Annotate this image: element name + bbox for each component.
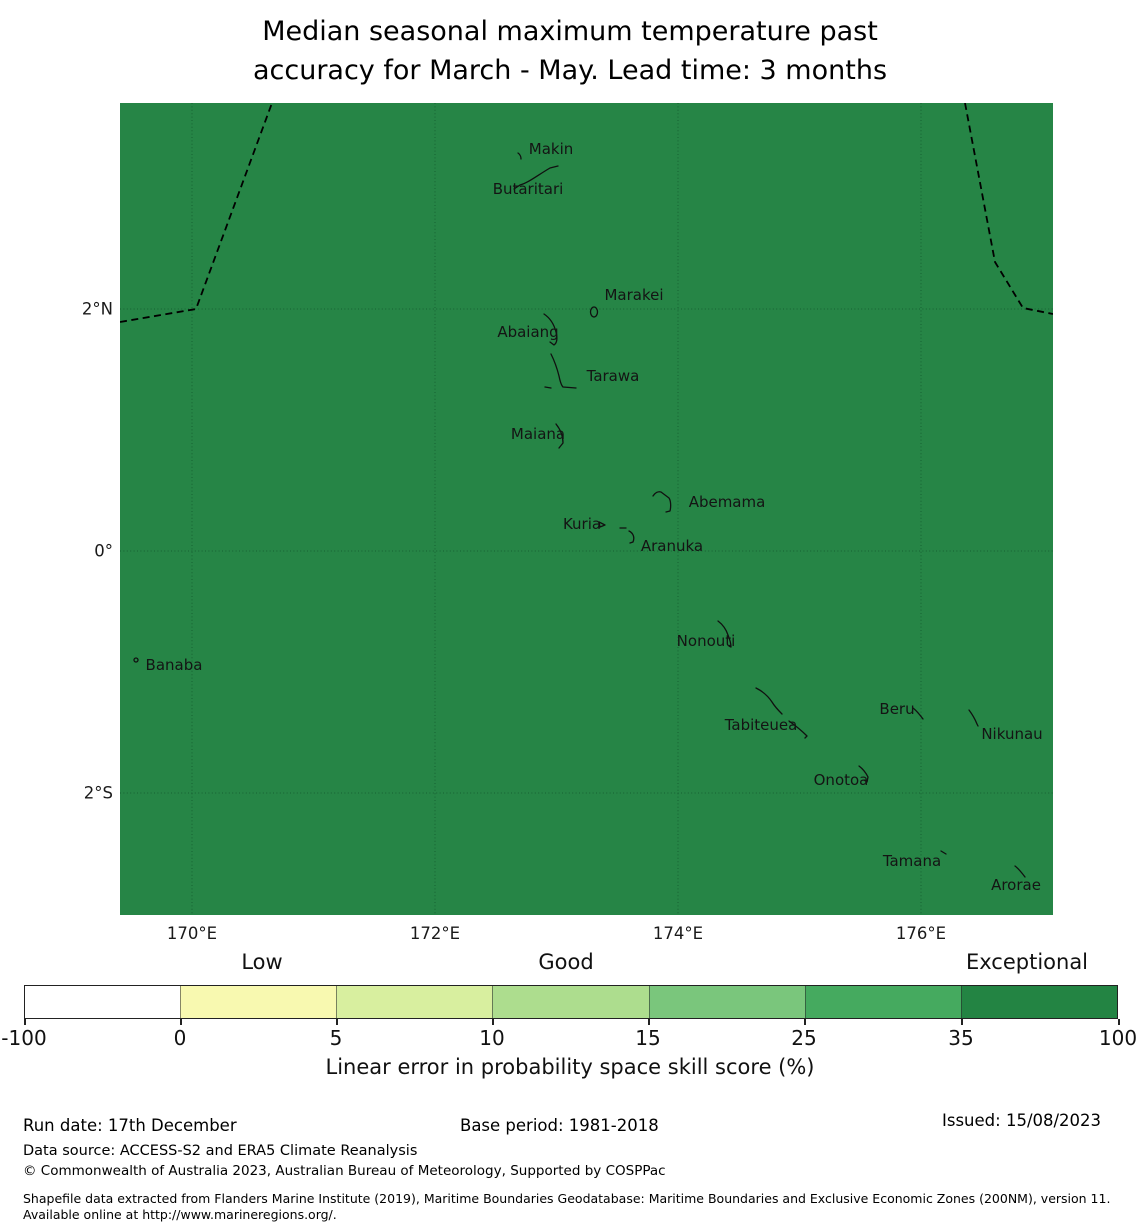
- island-label-arorae: Arorae: [991, 876, 1041, 894]
- figure-title-line1: Median seasonal maximum temperature past: [262, 16, 878, 47]
- colorbar-segment-0: [25, 986, 180, 1018]
- colorbar-tickmark-5: [336, 1019, 338, 1025]
- figure-title-line2: accuracy for March - May. Lead time: 3 months: [252, 55, 888, 86]
- shapefile-note-text: Shapefile data extracted from Flanders Marine Institute (2019), Maritime Boundaries Geodatabase: Maritime Boundaries and Exclusive Economic Zones (200NM), version 11. Available online at http://www.marineregions.org/.: [23, 1191, 1111, 1222]
- colorbar-category-good: Good: [538, 950, 594, 974]
- island-label-nonouti: Nonouti: [676, 632, 736, 650]
- colorbar-segment-4: [649, 986, 805, 1018]
- colorbar-tickmark-25: [804, 1019, 806, 1025]
- y-axis-tick-2°N: 2°N: [81, 299, 113, 319]
- island-label-tarawa: Tarawa: [586, 367, 640, 385]
- data-source-text: Data source: ACCESS-S2 and ERA5 Climate Reanalysis: [23, 1143, 418, 1159]
- island-label-abaiang: Abaiang: [497, 323, 559, 341]
- island-label-tamana: Tamana: [882, 852, 942, 870]
- issued-date-text: Issued: 15/08/2023: [942, 1111, 1102, 1130]
- y-axis-tick-0°: 0°: [94, 541, 113, 561]
- island-label-nikunau: Nikunau: [981, 725, 1043, 743]
- colorbar-tickmark--100: [24, 1019, 26, 1025]
- island-label-beru: Beru: [879, 700, 915, 718]
- base-period-text: Base period: 1981-2018: [460, 1116, 659, 1135]
- run-date-text: Run date: 17th December: [23, 1116, 237, 1135]
- colorbar-ticklabel-35: 35: [948, 1026, 974, 1050]
- colorbar-tickmark-35: [961, 1019, 963, 1025]
- x-axis-tick-170°E: 170°E: [166, 924, 218, 943]
- colorbar-ticklabel-5: 5: [329, 1026, 343, 1050]
- colorbar-ticklabel--100: -100: [1, 1026, 47, 1050]
- island-label-marakei: Marakei: [604, 286, 664, 304]
- island-label-abemama: Abemama: [688, 493, 766, 511]
- colorbar-axis-label: Linear error in probability space skill score (%): [325, 1055, 815, 1079]
- colorbar-ticklabel-15: 15: [635, 1026, 661, 1050]
- colorbar-segment-3: [492, 986, 648, 1018]
- colorbar-ticklabel-0: 0: [173, 1026, 187, 1050]
- colorbar-segment-1: [180, 986, 336, 1018]
- colorbar-segment-2: [336, 986, 492, 1018]
- island-label-makin: Makin: [528, 140, 574, 158]
- colorbar-ticklabel-25: 25: [791, 1026, 817, 1050]
- colorbar-ticklabel-100: 100: [1098, 1026, 1138, 1050]
- map-canvas: [120, 103, 1053, 915]
- colorbar-tickmark-15: [648, 1019, 650, 1025]
- colorbar-segment-5: [805, 986, 961, 1018]
- colorbar-segment-6: [961, 986, 1117, 1018]
- map-area: [120, 103, 1053, 915]
- figure-title: [0, 12, 1140, 90]
- x-axis-tick-174°E: 174°E: [652, 924, 704, 943]
- island-label-butaritari: Butaritari: [492, 180, 564, 198]
- colorbar-tickmark-0: [180, 1019, 182, 1025]
- colorbar: [24, 985, 1118, 1019]
- island-label-onotoa: Onotoa: [813, 771, 869, 789]
- island-label-tabiteuea: Tabiteuea: [724, 716, 798, 734]
- island-label-banaba: Banaba: [145, 656, 203, 674]
- colorbar-ticklabel-10: 10: [479, 1026, 505, 1050]
- x-axis-tick-176°E: 176°E: [895, 924, 947, 943]
- copyright-text: © Commonwealth of Australia 2023, Australian Bureau of Meteorology, Supported by COSPPac: [23, 1163, 666, 1179]
- colorbar-category-low: Low: [241, 950, 283, 974]
- colorbar-tickmark-10: [492, 1019, 494, 1025]
- x-axis-tick-172°E: 172°E: [409, 924, 461, 943]
- island-label-kuria: Kuria: [562, 515, 602, 533]
- island-label-aranuka: Aranuka: [640, 537, 704, 555]
- colorbar-tickmark-100: [1118, 1019, 1120, 1025]
- island-label-maiana: Maiana: [510, 425, 566, 443]
- colorbar-category-exceptional: Exceptional: [965, 950, 1089, 974]
- y-axis-tick-2°S: 2°S: [83, 783, 113, 803]
